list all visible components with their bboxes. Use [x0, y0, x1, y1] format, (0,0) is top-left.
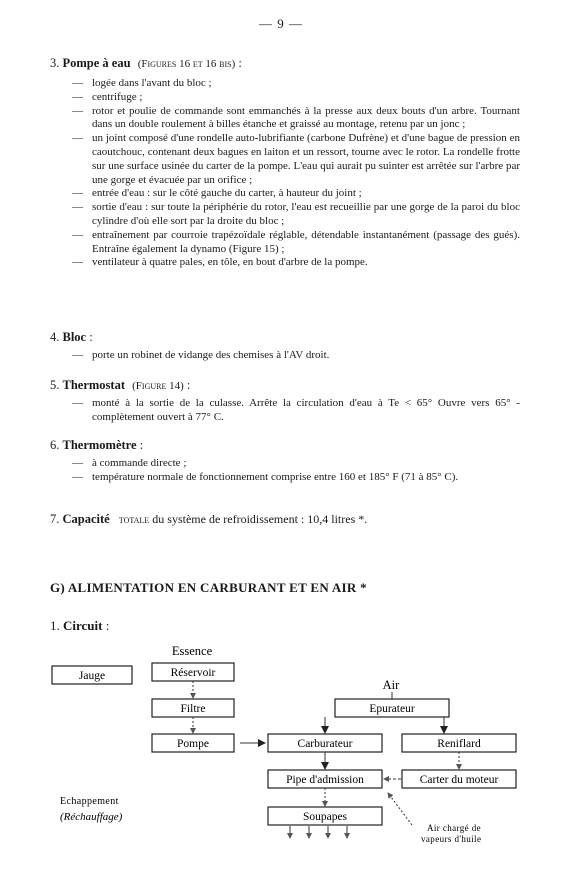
section-number: 7. [50, 512, 60, 526]
reniflard-label: Reniflard [437, 738, 481, 750]
section-colon: : [238, 56, 242, 70]
air-label: Air [382, 678, 400, 692]
air-charge-label-1: Air chargé de [427, 823, 482, 833]
list-item: — monté à la sortie de la culasse. Arrête la circulation d'eau à Te < 65° Ouvre vers 65° - complètement ouvert à 77° C. [72, 397, 520, 425]
section-thermostat-heading [50, 378, 190, 393]
section-pompe-heading [50, 56, 242, 71]
list-item: — entrée d'eau : sur le côté gauche du carter, à hauteur du joint ; [72, 187, 520, 201]
pipe-admission-box [268, 770, 382, 788]
section-title: Thermostat [62, 378, 125, 392]
list-item: — température normale de fonctionnement comprise entre 160 et 185° F (71 à 85° C). [72, 471, 520, 485]
soupapes-box [268, 807, 382, 825]
carter-moteur-label: Carter du moteur [419, 774, 499, 786]
section-number: 3. [50, 56, 60, 70]
reservoir-label: Réservoir [170, 667, 216, 679]
soupapes-label: Soupapes [302, 811, 348, 823]
epurateur-box [335, 699, 449, 717]
section-thermometre-list [72, 457, 520, 485]
pipe-admission-label: Pipe d'admission [286, 774, 364, 786]
reservoir-box [152, 663, 234, 681]
section-number: 6. [50, 438, 60, 452]
figure-ref: (Figure 14) [132, 380, 184, 392]
list-item: — rotor et poulie de commande sont emmanchés à la presse aux deux bouts d'un arbre. Tournant dans un double roulement à billes étanche et graissé au montage, retenu par un jonc ; [72, 105, 520, 133]
essence-label: Essence [171, 644, 213, 658]
section-capacite [50, 512, 367, 527]
section-number: 5. [50, 378, 60, 392]
epurateur-label: Epurateur [369, 703, 415, 715]
section-colon: : [89, 330, 93, 344]
section-colon: : [186, 378, 191, 392]
pompe-box [152, 734, 234, 752]
figure-ref: (Figures 16 et 16 bis) [137, 58, 236, 70]
list-item: — centrifuge ; [72, 91, 520, 105]
section-colon: : [105, 618, 110, 633]
jauge-label: Jauge [78, 670, 106, 682]
fuel-circuit-diagram [0, 635, 562, 865]
list-item: — ventilateur à quatre pales, en tôle, en bout d'arbre de la pompe. [72, 256, 520, 270]
echappement-label: Echappement [60, 796, 119, 807]
section-title: Capacité [62, 512, 110, 526]
section-title: Pompe à eau [62, 56, 131, 70]
jauge-box [52, 666, 132, 684]
list-item: — un joint composé d'une rondelle auto-lubrifiante (carbone Dufrène) et d'une bague de pression en caoutchouc, contenant deux bagues en laiton et un ressort, tourne avec le rotor. La rondelle frotte sur une surface usinée du carter de la pompe. L'eau qui aurait pu suinter est arrêtée sur l'arbre par une gorge et évacuée par un orifice ; [72, 132, 520, 187]
carter-moteur-box [402, 770, 516, 788]
rechauffage-label: (Réchauffage) [60, 811, 123, 823]
section-number: 1. [50, 618, 60, 633]
section-pompe-list [72, 77, 520, 270]
arrow-air-charge [388, 793, 412, 825]
list-item: — à commande directe ; [72, 457, 520, 471]
filtre-label: Filtre [180, 703, 206, 715]
pompe-label: Pompe [177, 738, 209, 750]
section-bloc-heading [50, 330, 93, 345]
section-title: Bloc [62, 330, 87, 344]
reniflard-box [402, 734, 516, 752]
filtre-box [152, 699, 234, 717]
section-bloc-list [72, 349, 520, 363]
section-number: 4. [50, 330, 60, 344]
section-g-title: G) ALIMENTATION EN CARBURANT ET EN AIR * [50, 580, 367, 595]
carburateur-box [268, 734, 382, 752]
list-item: — porte un robinet de vidange des chemises à l'AV droit. [72, 349, 520, 363]
section-title: Thermomètre [62, 438, 137, 452]
capacity-text: du système de refroidissement : 10,4 litres *. [152, 512, 368, 526]
section-thermometre-heading [50, 438, 143, 453]
page-number: — 9 — [259, 16, 303, 31]
section-title: Circuit [63, 618, 103, 633]
totale-word: totale [118, 514, 150, 526]
carburateur-label: Carburateur [297, 738, 353, 750]
list-item: — entraînement par courroie trapézoïdale réglable, détendable instantanément (passage des gués). Entraîne également la dynamo (Figure 15) ; [72, 229, 520, 257]
list-item: — logée dans l'avant du bloc ; [72, 77, 520, 91]
circuit-heading [50, 618, 109, 634]
section-thermostat-list [72, 397, 520, 425]
section-colon: : [139, 438, 144, 452]
list-item: — sortie d'eau : sur toute la périphérie du rotor, l'eau est recueillie par une gorge de la paroi du bloc cylindre d'où elle sort par la droite du bloc ; [72, 201, 520, 229]
air-charge-label-2: vapeurs d'huile [421, 834, 482, 844]
